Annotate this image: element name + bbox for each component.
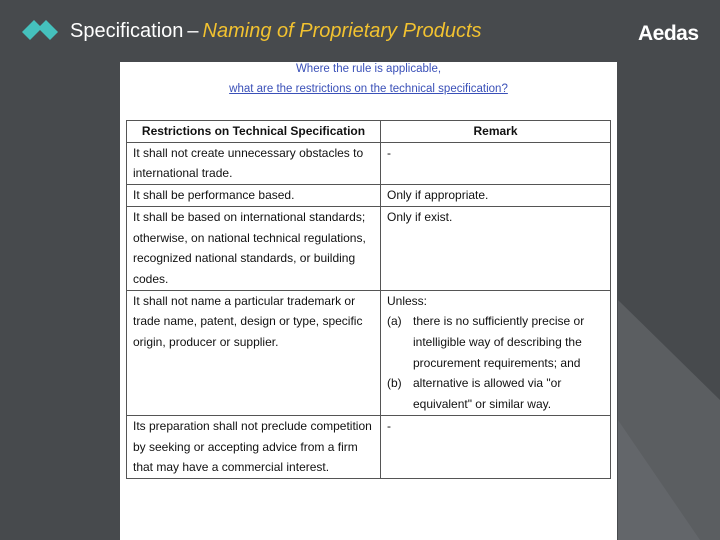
table-header-row	[127, 121, 611, 143]
list-text: there is no sufficiently precise or intelligible way of describing the procurement requirements; and	[413, 314, 585, 370]
list-text: alternative is allowed via "or equivalent" or similar way.	[413, 376, 562, 412]
list-item	[387, 373, 604, 414]
table-row	[127, 290, 611, 415]
restrictions-table	[126, 120, 611, 479]
table-row	[127, 142, 611, 184]
table-row	[127, 206, 611, 290]
remark-intro: Unless:	[387, 293, 428, 308]
remark-cell: Only if exist.	[381, 206, 611, 290]
title-subtitle: Naming of Proprietary Products	[202, 20, 482, 42]
list-item	[387, 311, 604, 373]
header-remark: Remark	[381, 121, 611, 143]
restriction-cell: It shall not name a particular trademark or trade name, patent, design or type, specific origin, producer or supplier.	[127, 290, 381, 415]
title-dash: –	[187, 20, 199, 42]
chevron-up-logo-icon	[22, 18, 58, 44]
table-row	[127, 415, 611, 478]
list-marker: (a)	[387, 314, 402, 329]
title-main: Specification	[70, 20, 184, 42]
remark-cell: -	[381, 415, 611, 478]
question-line-2: what are the restrictions on the technical specification?	[229, 83, 508, 95]
document-image	[120, 62, 617, 540]
restriction-cell: It shall not create unnecessary obstacles to international trade.	[127, 142, 381, 184]
slide-title	[70, 20, 482, 43]
header-restrictions: Restrictions on Technical Specification	[127, 121, 381, 143]
list-marker: (b)	[387, 376, 402, 391]
remark-cell: Only if appropriate.	[381, 185, 611, 207]
restriction-cell: It shall be performance based.	[127, 185, 381, 207]
restriction-cell: It shall be based on international standards; otherwise, on national technical regulations, recognized national standards, or building codes.	[127, 206, 381, 290]
remark-cell	[381, 290, 611, 415]
remark-cell: -	[381, 142, 611, 184]
exception-list	[387, 311, 604, 415]
table-row	[127, 185, 611, 207]
restriction-cell: Its preparation shall not preclude competition by seeking or accepting advice from a firm that may have a commercial interest.	[127, 415, 381, 478]
slide-header	[0, 0, 720, 64]
question-line-1: Where the rule is applicable,	[295, 63, 442, 75]
brand-logo: Aedas	[638, 22, 699, 45]
